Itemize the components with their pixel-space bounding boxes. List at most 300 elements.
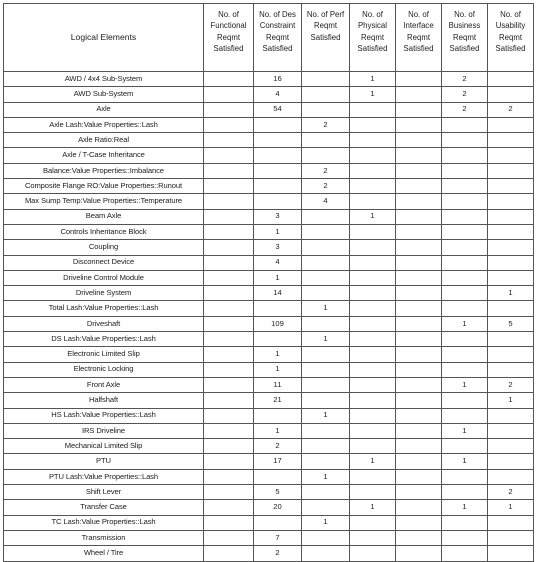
cell-physical [350,224,396,239]
cell-logical-element: Transfer Case [4,500,204,515]
cell-functional [204,179,254,194]
cell-functional [204,393,254,408]
cell-business: 1 [442,377,488,392]
cell-interface [396,546,442,561]
cell-physical [350,240,396,255]
cell-des-constraint: 1 [254,224,302,239]
cell-interface [396,393,442,408]
cell-physical [350,255,396,270]
header-perf-reqmt: No. of Perf Reqmt Satisfied [302,4,350,72]
cell-interface [396,316,442,331]
cell-des-constraint [254,117,302,132]
table-row [4,148,534,163]
cell-usability [488,148,534,163]
cell-logical-element: Driveline System [4,286,204,301]
cell-functional [204,362,254,377]
cell-perf [302,546,350,561]
cell-perf [302,530,350,545]
cell-des-constraint: 1 [254,362,302,377]
cell-interface [396,362,442,377]
cell-business: 1 [442,500,488,515]
table-row [4,87,534,102]
cell-interface [396,163,442,178]
cell-perf: 2 [302,117,350,132]
cell-perf: 1 [302,408,350,423]
cell-business [442,485,488,500]
cell-interface [396,377,442,392]
cell-business [442,546,488,561]
cell-perf: 4 [302,194,350,209]
cell-interface [396,255,442,270]
cell-functional [204,240,254,255]
cell-business [442,209,488,224]
cell-business [442,408,488,423]
cell-physical [350,485,396,500]
cell-logical-element: Shift Lever [4,485,204,500]
table-row [4,515,534,530]
header-interface-reqmt: No. of Interface Reqmt Satisfied [396,4,442,72]
cell-business [442,347,488,362]
cell-usability [488,224,534,239]
cell-business: 2 [442,87,488,102]
cell-physical [350,377,396,392]
cell-functional [204,316,254,331]
cell-perf: 2 [302,179,350,194]
cell-functional [204,163,254,178]
cell-physical [350,286,396,301]
cell-physical [350,362,396,377]
table-row [4,454,534,469]
cell-functional [204,87,254,102]
cell-interface [396,408,442,423]
cell-interface [396,469,442,484]
cell-logical-element: Electronic Limited Slip [4,347,204,362]
cell-logical-element: TC Lash:Value Properties::Lash [4,515,204,530]
cell-perf [302,316,350,331]
header-des-constraint-reqmt: No. of Des Constraint Reqmt Satisfied [254,4,302,72]
cell-interface [396,423,442,438]
cell-perf: 1 [302,332,350,347]
cell-perf [302,87,350,102]
cell-logical-element: AWD Sub-System [4,87,204,102]
cell-interface [396,133,442,148]
cell-physical [350,179,396,194]
cell-des-constraint: 11 [254,377,302,392]
cell-physical: 1 [350,454,396,469]
cell-functional [204,439,254,454]
cell-business [442,393,488,408]
cell-functional [204,301,254,316]
cell-logical-element: Mechanical Limited Slip [4,439,204,454]
cell-usability [488,423,534,438]
cell-des-constraint: 1 [254,270,302,285]
cell-usability [488,255,534,270]
header-logical-elements: Logical Elements [4,4,204,72]
table-row [4,133,534,148]
cell-functional [204,469,254,484]
cell-business: 1 [442,454,488,469]
cell-des-constraint: 16 [254,72,302,87]
table-row [4,332,534,347]
cell-functional [204,224,254,239]
cell-business [442,530,488,545]
cell-perf [302,500,350,515]
cell-logical-element: Axle Ratio:Real [4,133,204,148]
table-row [4,316,534,331]
table-row [4,347,534,362]
cell-perf [302,209,350,224]
cell-perf [302,240,350,255]
cell-business [442,270,488,285]
cell-perf [302,485,350,500]
table-row [4,179,534,194]
cell-logical-element: Driveshaft [4,316,204,331]
cell-physical [350,133,396,148]
table-row [4,117,534,132]
cell-functional [204,117,254,132]
cell-physical: 1 [350,209,396,224]
cell-perf [302,362,350,377]
cell-usability: 2 [488,485,534,500]
cell-functional [204,209,254,224]
cell-interface [396,102,442,117]
cell-perf: 2 [302,163,350,178]
table-row [4,194,534,209]
cell-des-constraint: 3 [254,240,302,255]
cell-perf [302,347,350,362]
cell-business [442,286,488,301]
cell-physical [350,163,396,178]
cell-usability: 1 [488,500,534,515]
cell-physical [350,194,396,209]
header-usability-reqmt: No. of Usability Reqmt Satisfied [488,4,534,72]
cell-functional [204,194,254,209]
cell-physical: 1 [350,500,396,515]
cell-business [442,301,488,316]
cell-usability [488,72,534,87]
table-row [4,423,534,438]
cell-business [442,439,488,454]
cell-interface [396,347,442,362]
cell-business: 2 [442,72,488,87]
cell-des-constraint [254,408,302,423]
cell-usability [488,515,534,530]
cell-logical-element: Front Axle [4,377,204,392]
cell-des-constraint [254,515,302,530]
cell-physical: 1 [350,72,396,87]
cell-usability [488,270,534,285]
cell-functional [204,423,254,438]
cell-logical-element: HS Lash:Value Properties::Lash [4,408,204,423]
cell-usability [488,408,534,423]
cell-perf [302,439,350,454]
cell-des-constraint [254,301,302,316]
cell-functional [204,347,254,362]
cell-interface [396,240,442,255]
cell-functional [204,485,254,500]
cell-des-constraint: 2 [254,546,302,561]
cell-interface [396,500,442,515]
cell-interface [396,194,442,209]
table-row [4,224,534,239]
cell-physical [350,393,396,408]
cell-logical-element: Coupling [4,240,204,255]
cell-usability [488,530,534,545]
cell-physical [350,546,396,561]
cell-usability: 1 [488,393,534,408]
cell-logical-element: Wheel / Tire [4,546,204,561]
cell-logical-element: Max Sump Temp:Value Properties::Temperature [4,194,204,209]
cell-perf [302,270,350,285]
cell-des-constraint: 109 [254,316,302,331]
cell-business [442,240,488,255]
cell-logical-element: Axle [4,102,204,117]
cell-usability [488,209,534,224]
cell-des-constraint: 2 [254,439,302,454]
cell-functional [204,500,254,515]
requirements-table-container [3,3,533,562]
cell-physical [350,530,396,545]
cell-functional [204,102,254,117]
table-row [4,469,534,484]
cell-physical [350,423,396,438]
cell-usability [488,454,534,469]
requirements-table [3,3,534,562]
cell-business [442,163,488,178]
cell-logical-element: Balance:Value Properties::Imbalance [4,163,204,178]
cell-business [442,117,488,132]
cell-usability: 5 [488,316,534,331]
cell-des-constraint [254,179,302,194]
cell-logical-element: PTU [4,454,204,469]
cell-usability [488,194,534,209]
cell-des-constraint [254,332,302,347]
cell-usability [488,87,534,102]
cell-physical [350,270,396,285]
cell-perf [302,454,350,469]
cell-interface [396,485,442,500]
cell-logical-element: Driveline Control Module [4,270,204,285]
cell-business [442,332,488,347]
cell-perf [302,72,350,87]
cell-business [442,194,488,209]
header-business-reqmt: No. of Business Reqmt Satisfied [442,4,488,72]
table-row [4,500,534,515]
cell-usability [488,240,534,255]
cell-logical-element: Axle / T-Case Inheritance [4,148,204,163]
cell-logical-element: Electronic Locking [4,362,204,377]
cell-interface [396,209,442,224]
table-row [4,546,534,561]
cell-logical-element: Axle Lash:Value Properties::Lash [4,117,204,132]
cell-physical [350,332,396,347]
cell-functional [204,530,254,545]
cell-perf: 1 [302,515,350,530]
table-body [4,72,534,562]
cell-functional [204,408,254,423]
header-functional-reqmt: No. of Functional Reqmt Satisfied [204,4,254,72]
cell-physical [350,102,396,117]
cell-functional [204,286,254,301]
cell-logical-element: Total Lash:Value Properties::Lash [4,301,204,316]
cell-des-constraint: 54 [254,102,302,117]
cell-usability [488,362,534,377]
table-row [4,102,534,117]
cell-business [442,362,488,377]
table-row [4,72,534,87]
cell-usability [488,332,534,347]
cell-des-constraint [254,148,302,163]
table-row [4,255,534,270]
cell-functional [204,454,254,469]
cell-physical [350,301,396,316]
cell-business [442,179,488,194]
cell-logical-element: Beam Axle [4,209,204,224]
header-row [4,4,534,72]
cell-interface [396,179,442,194]
cell-logical-element: Controls Inheritance Block [4,224,204,239]
cell-des-constraint: 3 [254,209,302,224]
cell-business [442,469,488,484]
cell-business: 1 [442,423,488,438]
cell-usability [488,179,534,194]
cell-perf [302,224,350,239]
table-row [4,377,534,392]
cell-business [442,255,488,270]
cell-physical [350,316,396,331]
cell-physical [350,469,396,484]
cell-interface [396,439,442,454]
cell-interface [396,301,442,316]
cell-interface [396,286,442,301]
cell-interface [396,270,442,285]
cell-interface [396,148,442,163]
cell-logical-element: Transmission [4,530,204,545]
cell-usability [488,133,534,148]
cell-business: 2 [442,102,488,117]
cell-interface [396,87,442,102]
cell-des-constraint: 1 [254,347,302,362]
cell-usability: 2 [488,102,534,117]
cell-functional [204,515,254,530]
cell-functional [204,148,254,163]
header-physical-reqmt: No. of Physical Reqmt Satisfied [350,4,396,72]
cell-usability [488,163,534,178]
cell-des-constraint: 5 [254,485,302,500]
cell-interface [396,454,442,469]
table-row [4,270,534,285]
cell-des-constraint: 21 [254,393,302,408]
cell-physical [350,515,396,530]
table-row [4,163,534,178]
cell-functional [204,133,254,148]
cell-physical [350,117,396,132]
cell-interface [396,530,442,545]
cell-usability [488,301,534,316]
cell-functional [204,72,254,87]
cell-des-constraint [254,469,302,484]
table-row [4,362,534,377]
cell-perf [302,133,350,148]
table-row [4,240,534,255]
cell-logical-element: Composite Flange RO:Value Properties::Runout [4,179,204,194]
cell-business: 1 [442,316,488,331]
table-row [4,530,534,545]
cell-des-constraint [254,133,302,148]
table-row [4,393,534,408]
cell-physical [350,347,396,362]
cell-des-constraint: 20 [254,500,302,515]
cell-usability [488,439,534,454]
cell-perf [302,377,350,392]
cell-interface [396,72,442,87]
cell-usability [488,347,534,362]
cell-physical: 1 [350,87,396,102]
cell-perf [302,393,350,408]
cell-physical [350,439,396,454]
cell-interface [396,332,442,347]
cell-logical-element: PTU Lash:Value Properties::Lash [4,469,204,484]
cell-logical-element: DS Lash:Value Properties::Lash [4,332,204,347]
cell-interface [396,224,442,239]
cell-perf [302,255,350,270]
cell-usability [488,469,534,484]
table-row [4,286,534,301]
cell-des-constraint [254,194,302,209]
cell-business [442,224,488,239]
cell-physical [350,148,396,163]
cell-business [442,133,488,148]
cell-business [442,148,488,163]
cell-physical [350,408,396,423]
cell-des-constraint: 4 [254,87,302,102]
cell-interface [396,515,442,530]
cell-des-constraint: 1 [254,423,302,438]
table-row [4,209,534,224]
cell-perf: 1 [302,469,350,484]
cell-logical-element: AWD / 4x4 Sub-System [4,72,204,87]
cell-des-constraint [254,163,302,178]
cell-functional [204,332,254,347]
cell-des-constraint: 14 [254,286,302,301]
cell-des-constraint: 4 [254,255,302,270]
cell-usability [488,546,534,561]
table-row [4,439,534,454]
table-row [4,485,534,500]
cell-des-constraint: 17 [254,454,302,469]
cell-interface [396,117,442,132]
table-row [4,408,534,423]
cell-perf [302,102,350,117]
cell-usability [488,117,534,132]
cell-functional [204,377,254,392]
cell-perf [302,286,350,301]
cell-logical-element: Halfshaft [4,393,204,408]
cell-usability: 1 [488,286,534,301]
cell-perf [302,423,350,438]
table-row [4,301,534,316]
cell-des-constraint: 7 [254,530,302,545]
cell-functional [204,270,254,285]
cell-logical-element: Disconnect Device [4,255,204,270]
cell-perf [302,148,350,163]
cell-functional [204,255,254,270]
cell-logical-element: IRS Driveline [4,423,204,438]
cell-usability: 2 [488,377,534,392]
cell-perf: 1 [302,301,350,316]
cell-business [442,515,488,530]
cell-functional [204,546,254,561]
